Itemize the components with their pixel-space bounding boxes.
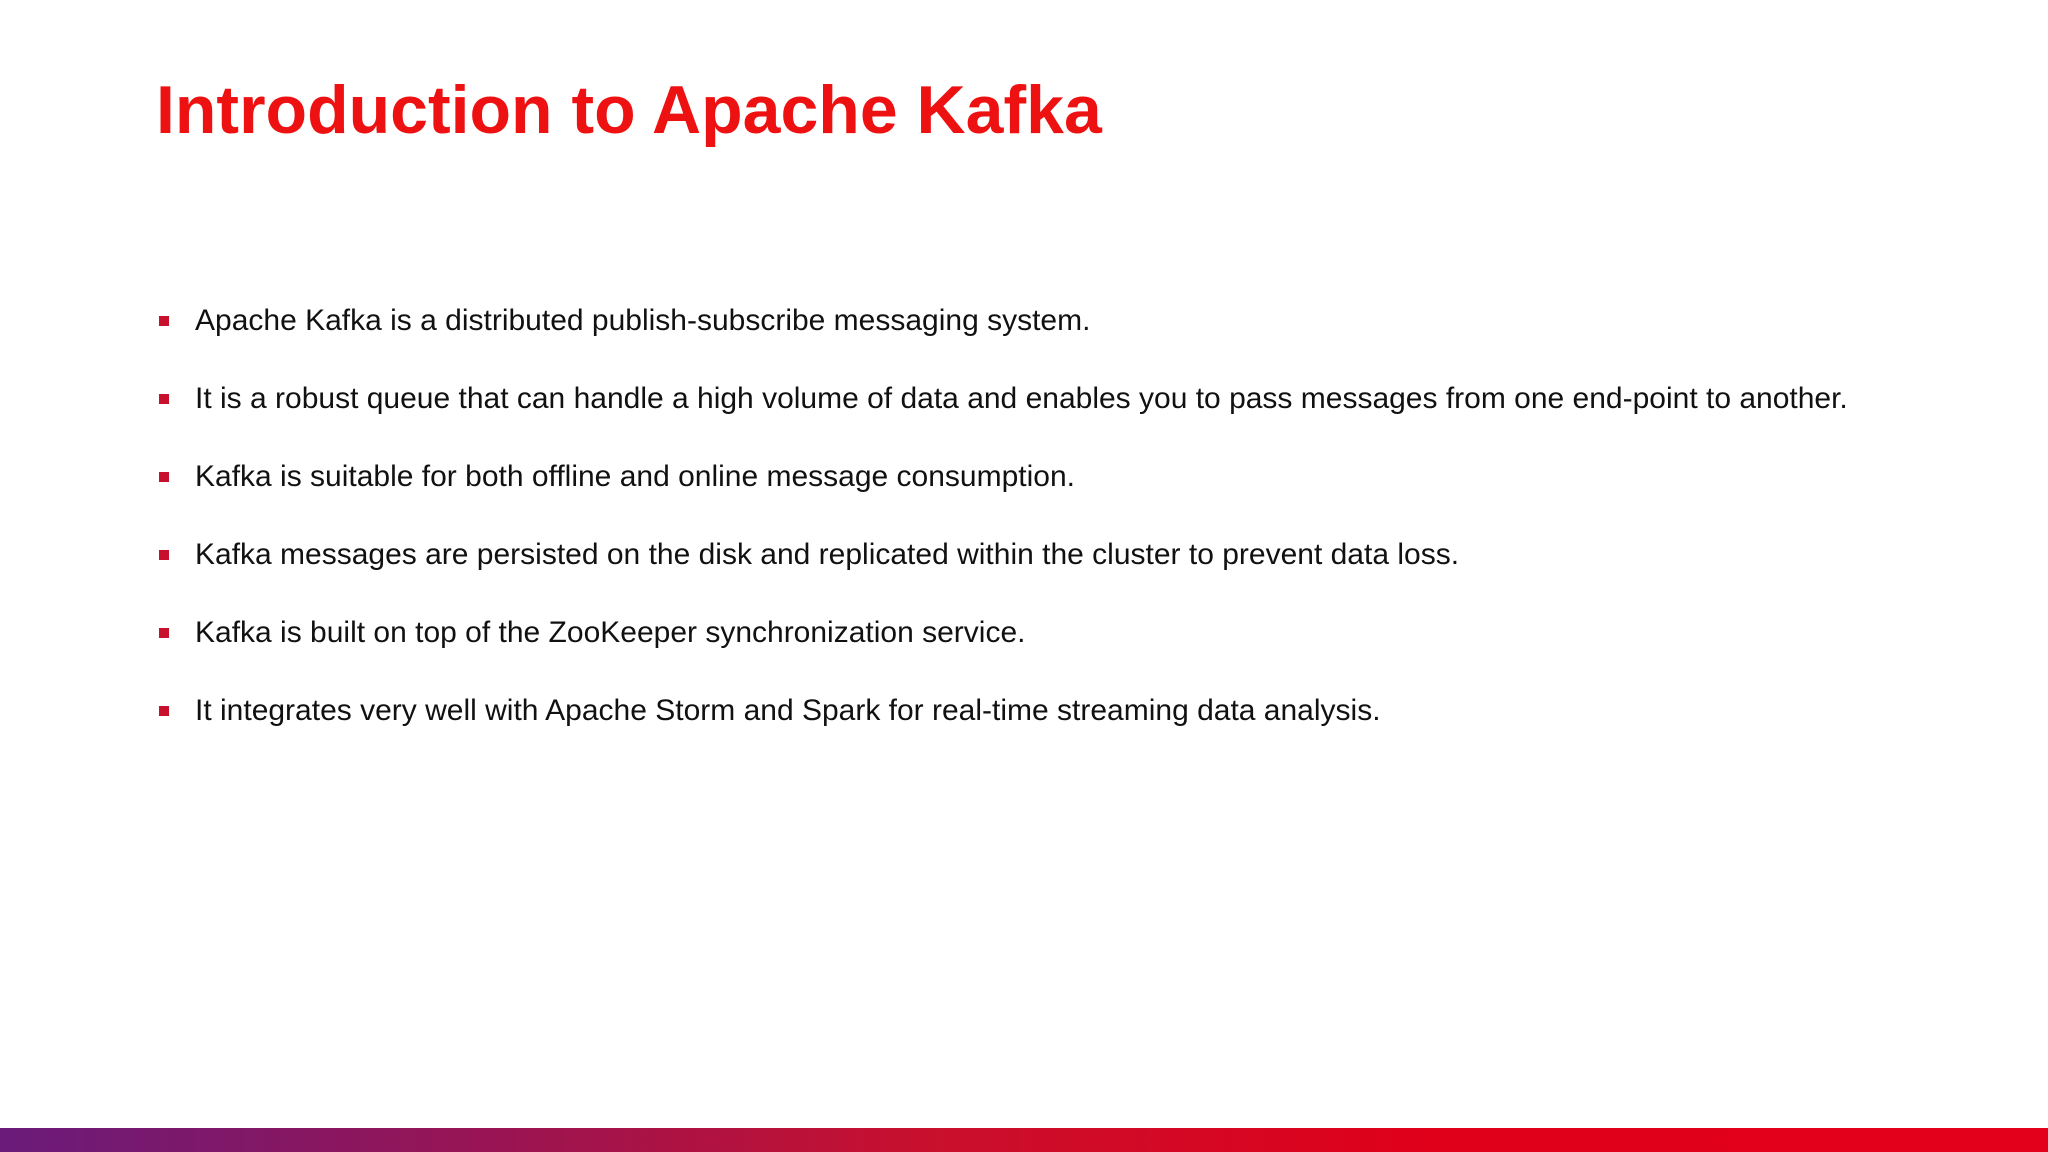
bullet-text: Kafka is built on top of the ZooKeeper synchronization service. (195, 616, 1026, 649)
bullet-item (156, 526, 1896, 583)
bullet-item (156, 604, 1896, 661)
slide-title: Introduction to Apache Kafka (156, 72, 1102, 148)
bullet-item (156, 448, 1896, 505)
bullet-text: It integrates very well with Apache Storm and Spark for real-time streaming data analysis. (195, 694, 1381, 727)
footer-gradient-bar (0, 1128, 2048, 1152)
bullet-text: Kafka is suitable for both offline and online message consumption. (195, 460, 1075, 493)
square-bullet-icon (159, 706, 169, 716)
square-bullet-icon (159, 394, 169, 404)
square-bullet-icon (159, 472, 169, 482)
bullet-list (156, 292, 1896, 760)
bullet-text: Apache Kafka is a distributed publish-subscribe messaging system. (195, 304, 1091, 337)
bullet-item (156, 370, 1896, 427)
bullet-item (156, 292, 1896, 349)
square-bullet-icon (159, 628, 169, 638)
bullet-text: It is a robust queue that can handle a high volume of data and enables you to pass messages from one end-point to another. (195, 382, 1848, 415)
square-bullet-icon (159, 316, 169, 326)
bullet-item (156, 682, 1896, 739)
bullet-text: Kafka messages are persisted on the disk and replicated within the cluster to prevent data loss. (195, 538, 1460, 571)
square-bullet-icon (159, 550, 169, 560)
